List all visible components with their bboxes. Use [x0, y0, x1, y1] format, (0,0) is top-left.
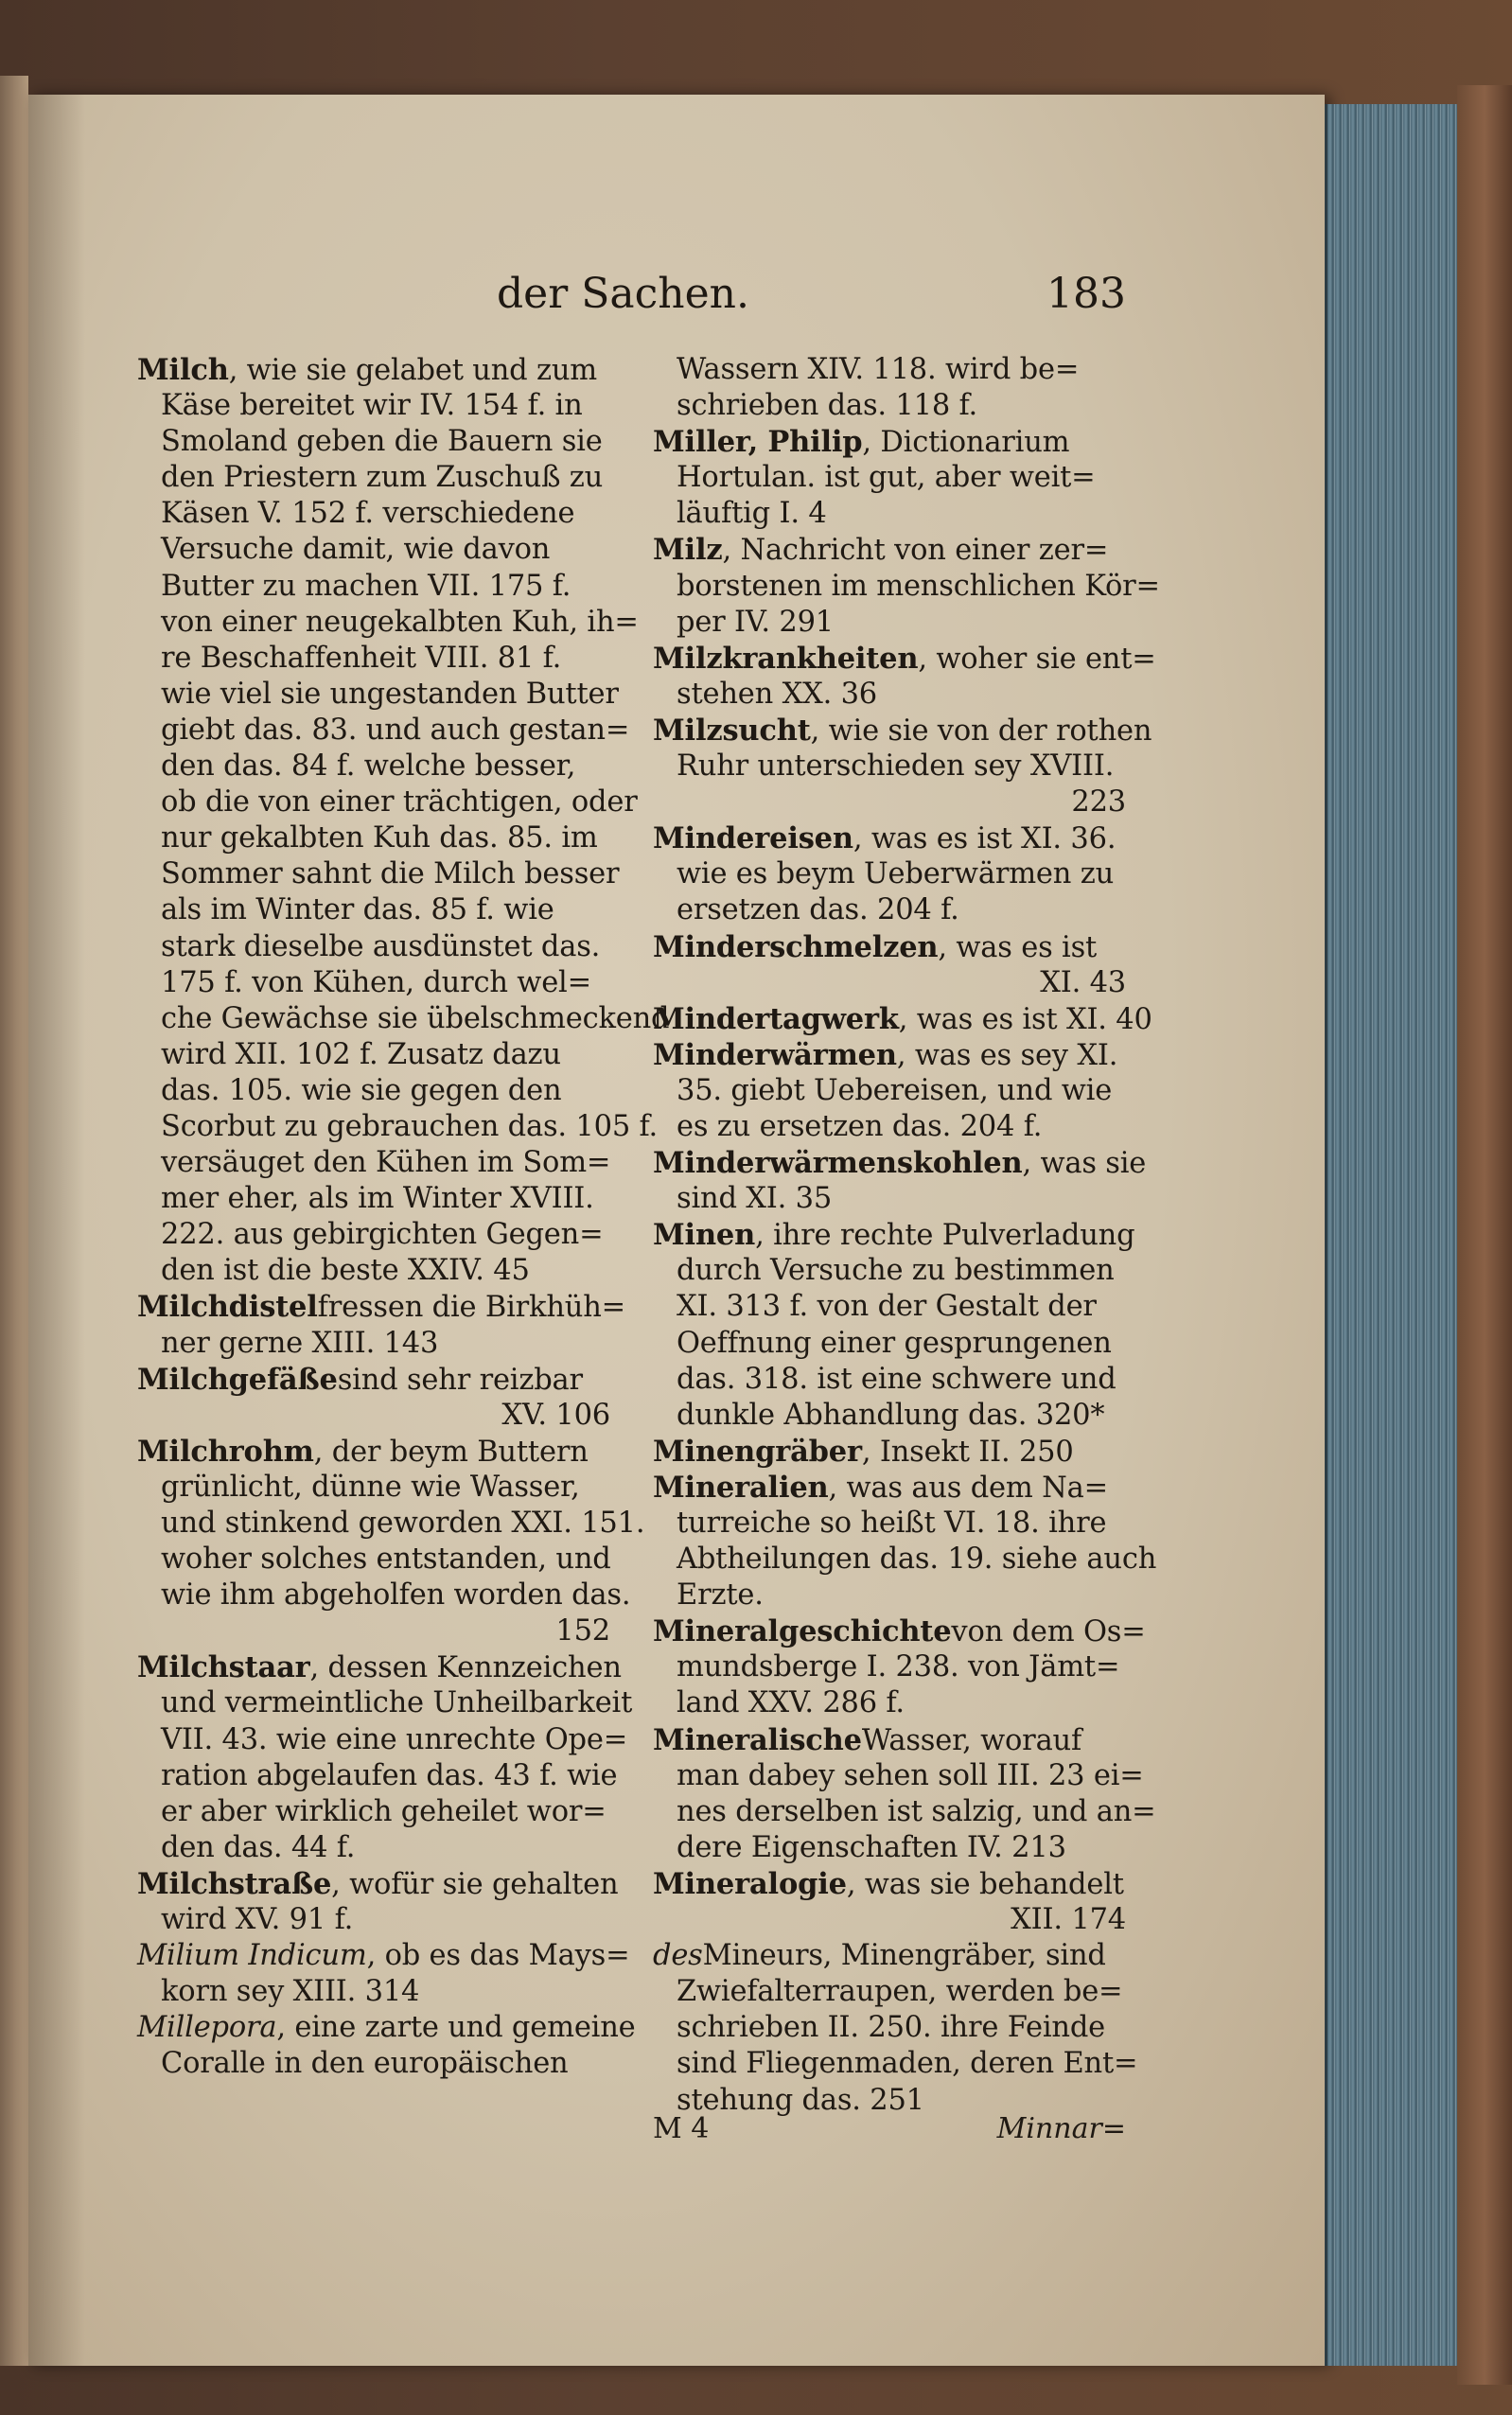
index-line: des Mineurs, Minengräber, sind: [653, 1939, 1106, 1973]
index-line: man dabey sehen soll III. 23 ei=: [677, 1758, 1144, 1792]
index-line: Milium Indicum , ob es das Mays=: [137, 1939, 630, 1973]
index-line: Mindereisen , was es ist XI. 36.: [653, 821, 1116, 856]
index-line: durch Versuche zu bestimmen: [677, 1254, 1115, 1288]
index-line: borstenen im menschlichen Kör=: [677, 569, 1160, 603]
index-line: nes derselben ist salzig, und an=: [677, 1794, 1156, 1828]
previous-page-edge: [0, 76, 28, 2366]
spine-shadow: [28, 95, 85, 2366]
right-column: [653, 352, 1160, 2119]
index-line: mer eher, als im Winter XVIII.: [161, 1182, 594, 1216]
index-line: grünlicht, dünne wie Wasser,: [161, 1470, 580, 1504]
index-line: den Priestern zum Zuschuß zu: [161, 461, 604, 495]
index-line: den ist die beste XXIV. 45: [161, 1254, 530, 1288]
signature-mark: M 4: [653, 2112, 710, 2145]
running-title: der Sachen.: [497, 270, 749, 318]
index-line: Zwiefalterraupen, werden be=: [677, 1975, 1123, 2009]
index-line: wird XII. 102 f. Zusatz dazu: [161, 1037, 561, 1071]
index-line: Erzte.: [677, 1578, 764, 1613]
index-line: per IV. 291: [677, 605, 834, 639]
index-line: Milz , Nachricht von einer zer=: [653, 533, 1109, 568]
index-line: nur gekalbten Kuh das. 85. im: [161, 821, 598, 855]
index-line: das. 318. ist eine schwere und: [677, 1362, 1116, 1396]
index-line: Mineralische Wasser, worauf: [653, 1722, 1082, 1757]
index-line: Butter zu machen VII. 175 f.: [161, 569, 571, 603]
page-number: 183: [1046, 270, 1126, 318]
index-line: Hortulan. ist gut, aber weit=: [677, 461, 1096, 495]
index-line: VII. 43. wie eine unrechte Ope=: [161, 1722, 628, 1756]
index-line: stehung das. 251: [677, 2083, 924, 2117]
index-line: schrieben das. 118 f.: [677, 389, 978, 423]
index-line: wird XV. 91 f.: [161, 1903, 354, 1937]
index-line: Smoland geben die Bauern sie: [161, 425, 603, 459]
index-line: XI. 313 f. von der Gestalt der: [677, 1290, 1097, 1324]
index-line: wie es beym Ueberwärmen zu: [677, 857, 1115, 891]
index-line: Coralle in den europäischen: [161, 2047, 569, 2081]
index-line: Minderwärmenskohlen , was sie: [653, 1146, 1147, 1181]
index-line: 35. giebt Uebereisen, und wie: [677, 1073, 1113, 1107]
index-line: als im Winter das. 85 f. wie: [161, 893, 554, 927]
index-line: Milchstraße , wofür sie gehalten: [137, 1866, 619, 1901]
index-line: giebt das. 83. und auch gestan=: [161, 713, 630, 747]
index-line: ner gerne XIII. 143: [161, 1326, 439, 1360]
index-line: von einer neugekalbten Kuh, ih=: [161, 605, 639, 639]
catchword: Minnar=: [996, 2112, 1126, 2145]
page-footer: [653, 2112, 1126, 2150]
index-line: Sommer sahnt die Milch besser: [161, 857, 620, 891]
left-column: [137, 352, 670, 2083]
index-line: Milchgefäße sind sehr reizbar: [137, 1362, 583, 1397]
index-line: er aber wirklich geheilet wor=: [161, 1794, 607, 1828]
book-cover-edge: [1457, 85, 1512, 2385]
index-line: schrieben II. 250. ihre Feinde: [677, 2011, 1106, 2045]
index-line: Mineralogie , was sie behandelt: [653, 1866, 1124, 1901]
index-line: woher solches entstanden, und: [161, 1542, 611, 1577]
index-line: Milzsucht , wie sie von der rothen: [653, 713, 1152, 748]
index-line: Milchstaar , dessen Kennzeichen: [137, 1650, 622, 1685]
page-edges: [1325, 104, 1460, 2366]
index-line: das. 105. wie sie gegen den: [161, 1073, 562, 1107]
index-line: Mindertagwerk , was es ist XI. 40: [653, 1001, 1152, 1036]
index-line: Millepora , eine zarte und gemeine: [137, 2011, 636, 2045]
index-line: 222. aus gebirgichten Gegen=: [161, 1218, 604, 1252]
index-line: Abtheilungen das. 19. siehe auch: [677, 1542, 1157, 1577]
index-line: es zu ersetzen das. 204 f.: [677, 1109, 1043, 1143]
running-header: [132, 270, 1126, 326]
index-line: Minengräber , Insekt II. 250: [653, 1434, 1074, 1469]
index-line: XII. 174: [1011, 1903, 1126, 1937]
index-line: XI. 43: [1040, 965, 1126, 999]
index-line: sind Fliegenmaden, deren Ent=: [677, 2047, 1138, 2081]
index-line: läuftig I. 4: [677, 497, 827, 531]
index-line: Minderschmelzen , was es ist: [653, 929, 1098, 964]
index-line: dere Eigenschaften IV. 213: [677, 1830, 1066, 1864]
index-line: Minen , ihre rechte Pulverladung: [653, 1218, 1135, 1253]
index-line: stark dieselbe ausdünstet das.: [161, 929, 601, 963]
index-line: Käse bereitet wir IV. 154 f. in: [161, 389, 583, 423]
index-line: Versuche damit, wie davon: [161, 533, 551, 567]
index-line: versäuget den Kühen im Som=: [161, 1146, 611, 1180]
index-line: den das. 44 f.: [161, 1830, 356, 1864]
index-line: stehen XX. 36: [677, 677, 878, 711]
index-line: Scorbut zu gebrauchen das. 105 f.: [161, 1109, 659, 1143]
index-line: 152: [555, 1614, 610, 1648]
index-line: Milzkrankheiten , woher sie ent=: [653, 641, 1156, 676]
index-line: Mineralien , was aus dem Na=: [653, 1470, 1108, 1505]
index-line: den das. 84 f. welche besser,: [161, 749, 576, 784]
index-line: Oeffnung einer gesprungenen: [677, 1326, 1112, 1360]
index-line: Wassern XIV. 118. wird be=: [677, 353, 1080, 386]
index-line: Milchrohm , der beym Buttern: [137, 1434, 589, 1469]
index-line: korn sey XIII. 314: [161, 1975, 420, 2009]
index-line: ob die von einer trächtigen, oder: [161, 785, 638, 820]
index-line: Minderwärmen , was es sey XI.: [653, 1037, 1118, 1072]
index-line: Miller, Philip , Dictionarium: [653, 425, 1070, 460]
index-line: und stinkend geworden XXI. 151.: [161, 1507, 645, 1540]
index-line: Käsen V. 152 f. verschiedene: [161, 497, 575, 531]
index-line: turreiche so heißt VI. 18. ihre: [677, 1507, 1107, 1540]
index-line: mundsberge I. 238. von Jämt=: [677, 1650, 1120, 1684]
index-line: und vermeintliche Unheilbarkeit: [161, 1686, 633, 1720]
index-line: 175 f. von Kühen, durch wel=: [161, 965, 591, 999]
index-line: land XXV. 286 f.: [677, 1686, 905, 1720]
index-line: ersetzen das. 204 f.: [677, 893, 959, 927]
index-line: Milch , wie sie gelabet und zum: [137, 353, 598, 387]
index-line: ration abgelaufen das. 43 f. wie: [161, 1758, 618, 1792]
index-line: wie ihm abgeholfen worden das.: [161, 1578, 631, 1613]
index-line: re Beschaffenheit VIII. 81 f.: [161, 641, 562, 675]
index-line: Ruhr unterschieden sey XVIII.: [677, 749, 1115, 784]
index-line: XV. 106: [501, 1398, 610, 1432]
index-line: 223: [1071, 785, 1126, 820]
index-line: Milchdistel fressen die Birkhüh=: [137, 1290, 626, 1325]
index-line: sind XI. 35: [677, 1182, 833, 1216]
index-line: dunkle Abhandlung das. 320*: [677, 1398, 1105, 1432]
index-line: wie viel sie ungestanden Butter: [161, 677, 619, 711]
index-line: che Gewächse sie übelschmeckend: [161, 1001, 670, 1035]
index-line: Mineralgeschichte von dem Os=: [653, 1614, 1146, 1649]
